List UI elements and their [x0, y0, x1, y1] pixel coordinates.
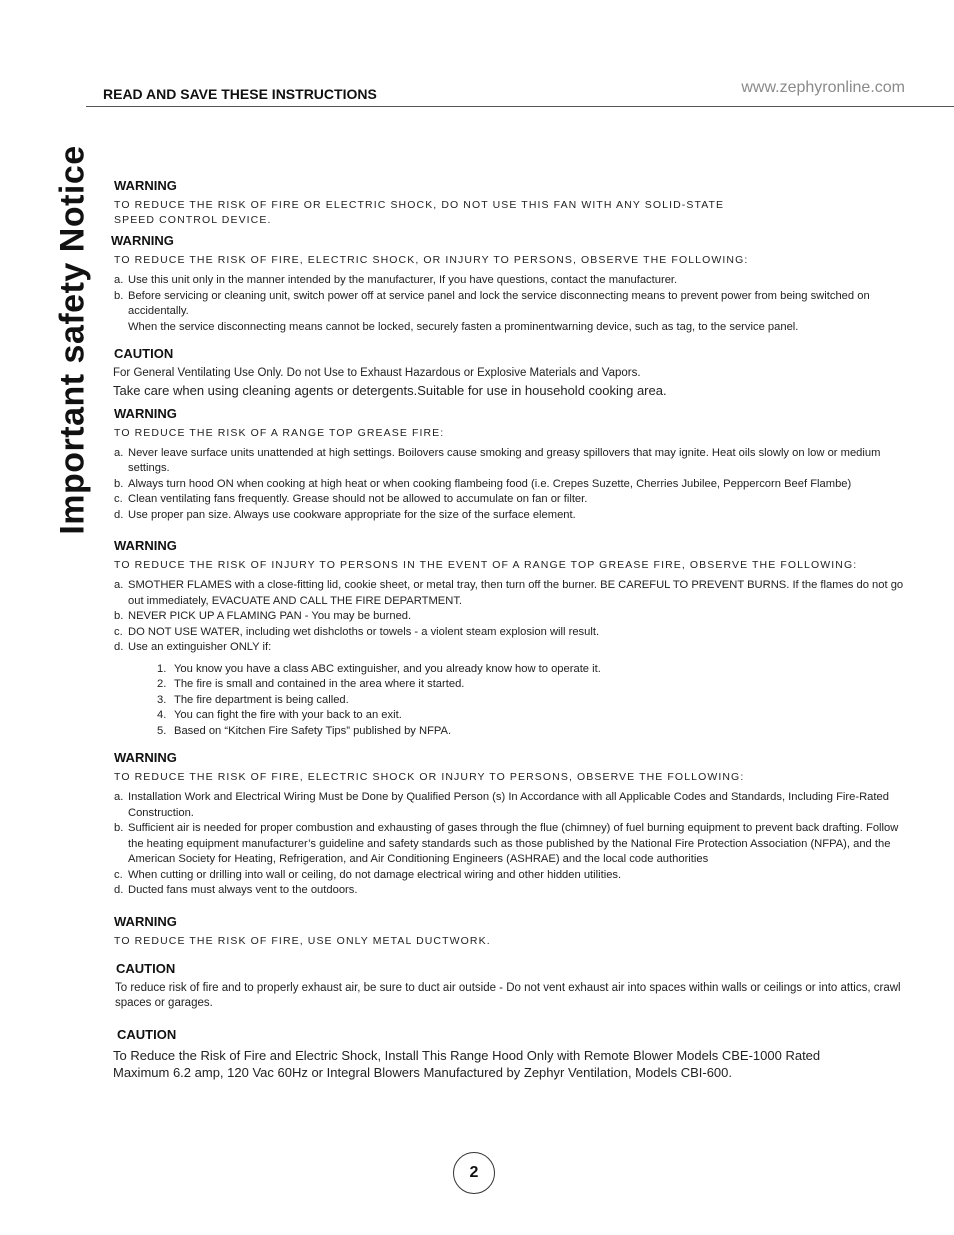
caution-section-blower-models [113, 1027, 908, 1081]
header-divider [86, 106, 954, 107]
notice-content [113, 178, 908, 1081]
section-heading: CAUTION [117, 1026, 177, 1042]
caution-text: To reduce risk of fire and to properly exhaust air, be sure to duct air outside - Do not vent exhaust air into spaces within walls or ceilings or into attics, crawl spaces or garages. [115, 981, 901, 1009]
list-item: c. When cutting or drilling into wall or ceiling, do not damage electrical wiring and other hidden utilities. [114, 868, 622, 881]
sub-list-item: 4. You can fight the fire with your back to an exit. [157, 709, 402, 721]
sub-list-item: 5. Based on “Kitchen Fire Safety Tips” published by NFPA. [157, 724, 452, 737]
page-number: 2 [453, 1152, 495, 1194]
sub-list-item: 2. The fire is small and contained in the area where it started. [157, 678, 465, 690]
section-heading: WARNING [114, 538, 177, 553]
list-item: b. Sufficient air is needed for proper combustion and exhausting of gases through the flue (chimney) of fuel burning equipment to prevent back drafting. Follow the heating equipment manufacturer’s guideline and safety standards such as those published by the National Fire Protection Association (NFPA), and the American Society for Heating, Refrigeration, and Air Conditioning Engineers (ASHRAE) and the local code authorities [114, 822, 899, 865]
section-heading: WARNING [114, 913, 177, 929]
extinguisher-conditions [157, 662, 908, 740]
warning-section-ductwork [113, 914, 908, 949]
list-item: d. Use proper pan size. Always use cookware appropriate for the size of the surface element. [114, 508, 576, 521]
section-lead: TO REDUCE THE RISK OF FIRE, ELECTRIC SHOCK, OR INJURY TO PERSONS, OBSERVE THE FOLLOWING: [114, 254, 749, 266]
caution-text: Take care when using cleaning agents or detergents.Suitable for use in household cooking area. [113, 382, 667, 398]
list-item: a. Never leave surface units unattended at high settings. Boilovers cause smoking and greasy spillovers that may ignite. Heat oils slowly on low or medium settings. [114, 446, 881, 474]
list-item: b. Before servicing or cleaning unit, switch power off at service panel and lock the service disconnecting means to prevent power from being switched on accidentally. [114, 289, 870, 317]
sub-list-item: 3. The fire department is being called. [157, 693, 349, 706]
list-item: a. Installation Work and Electrical Wiring Must be Done by Qualified Person (s) In Accordance with all Applicable Codes and Standards, Including Fire-Rated Construction. [114, 791, 889, 819]
warning-section-installation [113, 750, 908, 899]
list-item: a. Use this unit only in the manner intended by the manufacturer, If you have questions, contact the manufacturer. [114, 274, 678, 286]
list-item: a. SMOTHER FLAMES with a close-fitting lid, cookie sheet, or metal tray, then turn off the burner. BE CAREFUL TO PREVENT BURNS. If the flames do not go out immediately, EVACUATE AND CALL THE FIRE DEPARTMENT. [114, 579, 904, 607]
section-heading: WARNING [114, 178, 177, 193]
section-heading: CAUTION [116, 960, 176, 976]
caution-section-ventilating [113, 346, 908, 399]
website-url: www.zephyronline.com [741, 79, 905, 96]
list-item: c. DO NOT USE WATER, including wet dishcloths or towels - a violent steam explosion will result. [114, 625, 600, 638]
warning-section-grease-fire [113, 406, 908, 524]
list-item: c. Clean ventilating fans frequently. Grease should not be allowed to accumulate on fan or filter. [114, 493, 588, 505]
list-item: d. Ducted fans must always vent to the outdoors. [114, 884, 358, 896]
header-title: READ AND SAVE THESE INSTRUCTIONS [103, 86, 377, 102]
caution-text: For General Ventilating Use Only. Do not Use to Exhaust Hazardous or Explosive Materials and Vapors. [113, 367, 641, 379]
list-item: d. Use an extinguisher ONLY if: [114, 641, 272, 653]
list-item: b. Always turn hood ON when cooking at high heat or when cooking flambeing food (i.e. Crepes Suzette, Cherries Jubilee, Peppercorn Beef Flambe) [114, 477, 852, 490]
list-item: b. NEVER PICK UP A FLAMING PAN - You may be burned. [114, 610, 412, 622]
warning-section-fire-shock [113, 233, 908, 335]
section-heading: CAUTION [114, 346, 174, 361]
section-lead: TO REDUCE THE RISK OF A RANGE TOP GREASE FIRE: [114, 426, 445, 439]
section-lead: TO REDUCE THE RISK OF FIRE, USE ONLY METAL DUCTWORK. [114, 934, 491, 947]
warning-section-injury-grease-fire [113, 538, 908, 739]
section-lead: TO REDUCE THE RISK OF INJURY TO PERSONS IN THE EVENT OF A RANGE TOP GREASE FIRE, OBSERVE THE FOLLOWING: [114, 559, 858, 571]
section-lead: TO REDUCE THE RISK OF FIRE, ELECTRIC SHOCK OR INJURY TO PERSONS, OBSERVE THE FOLLOWING: [114, 771, 745, 783]
list-item-continued: When the service disconnecting means cannot be locked, securely fasten a prominentwarning device, such as tag, to the service panel. [128, 320, 799, 333]
section-heading: WARNING [111, 233, 174, 248]
warning-section-solid-state [113, 178, 908, 228]
section-heading: WARNING [114, 405, 177, 421]
caution-section-duct-outside [113, 961, 908, 1012]
sub-list-item: 1. You know you have a class ABC extinguisher, and you already know how to operate it. [157, 662, 601, 675]
section-heading: WARNING [114, 750, 177, 765]
side-title: Important safety Notice [53, 145, 92, 535]
caution-text: To Reduce the Risk of Fire and Electric Shock, Install This Range Hood Only with Remote Blower Models CBE-1000 Rated Maximum 6.2 amp, 120 Vac 60Hz or Integral Blowers Manufactured by Zephyr Ventilation, Models CBI-600. [113, 1047, 821, 1080]
section-lead: TO REDUCE THE RISK OF FIRE OR ELECTRIC SHOCK, DO NOT USE THIS FAN WITH ANY SOLID-STATE SPEED CONTROL DEVICE. [114, 199, 725, 226]
